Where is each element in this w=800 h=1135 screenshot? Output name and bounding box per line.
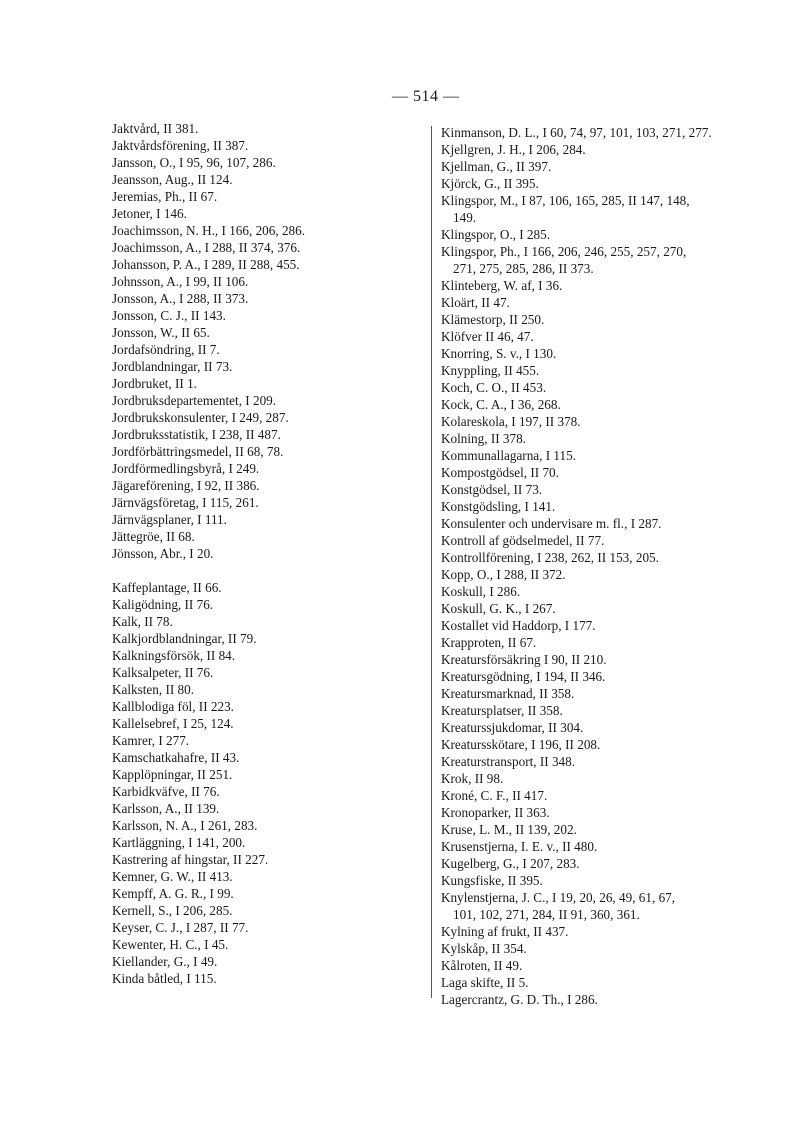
index-entry [441, 515, 781, 532]
index-entry [441, 889, 781, 923]
index-entry-text: Kjellgren, J. H., I 206, 284. [441, 142, 586, 157]
index-entry: Jönsson, Abr., I 20. [112, 546, 214, 561]
index-entry [441, 787, 781, 804]
index-entry [441, 447, 781, 464]
index-entry: Kaffeplantage, II 66. [112, 580, 222, 595]
index-entry: Kalksalpeter, II 76. [112, 665, 214, 680]
index-entry [441, 277, 781, 294]
index-entry: Jonsson, W., II 65. [112, 325, 210, 340]
index-entry [441, 872, 781, 889]
index-entry: Jeansson, Aug., II 124. [112, 172, 233, 187]
index-entry: Karbidkväfve, II 76. [112, 784, 220, 799]
index-entry-text: Kålroten, II 49. [441, 958, 523, 973]
index-entry [441, 719, 781, 736]
index-entry-text: Kungsfiske, II 395. [441, 873, 543, 888]
index-entry: Kartläggning, I 141, 200. [112, 835, 246, 850]
index-entry [441, 464, 781, 481]
index-entry [441, 838, 781, 855]
index-entry: Kamschatkahafre, II 43. [112, 750, 240, 765]
index-entry: Joachimsson, A., I 288, II 374, 376. [112, 240, 301, 255]
index-entry: Kinda båtled, I 115. [112, 971, 217, 986]
index-entry-text: Kompostgödsel, II 70. [441, 465, 559, 480]
index-entry [441, 311, 781, 328]
index-entry-text: Lagercrantz, G. D. Th., I 286. [441, 992, 598, 1007]
index-entry: Kewenter, H. C., I 45. [112, 937, 229, 952]
index-entry [441, 549, 781, 566]
index-entry: Jägareförening, I 92, II 386. [112, 478, 260, 493]
index-entry-text: Klinteberg, W. af, I 36. [441, 278, 563, 293]
index-entry-text: Kolning, II 378. [441, 431, 526, 446]
index-entry [441, 158, 781, 175]
index-entry [441, 685, 781, 702]
index-entry: Kamrer, I 277. [112, 733, 190, 748]
index-entry [441, 175, 781, 192]
index-entry: Karlsson, A., II 139. [112, 801, 220, 816]
index-entry [441, 634, 781, 651]
index-entry [441, 991, 781, 1008]
index-entry: Kalk, II 78. [112, 614, 173, 629]
index-entry: Karlsson, N. A., I 261, 283. [112, 818, 258, 833]
index-entry: Joachimsson, N. H., I 166, 206, 286. [112, 223, 306, 238]
index-entry-text: Kreaturstransport, II 348. [441, 754, 576, 769]
index-entry-text: Krusenstjerna, I. E. v., II 480. [441, 839, 598, 854]
index-entry: Jordbruksstatistik, I 238, II 487. [112, 427, 281, 442]
index-entry [441, 294, 781, 311]
index-entry-text: Kreatursgödning, I 194, II 346. [441, 669, 606, 684]
index-entry: Kernell, S., I 206, 285. [112, 903, 233, 918]
index-entry: Jordförmedlingsbyrå, I 249. [112, 461, 260, 476]
index-entry [441, 957, 781, 974]
index-entry: Kallelsebref, I 25, 124. [112, 716, 234, 731]
index-entry [441, 362, 781, 379]
section-gap [112, 562, 412, 579]
index-entry: Kiellander, G., I 49. [112, 954, 218, 969]
index-entry [441, 974, 781, 991]
index-entry-text: Klämestorp, II 250. [441, 312, 545, 327]
index-entry-text: Kugelberg, G., I 207, 283. [441, 856, 580, 871]
index-entry-text: Konstgödsel, II 73. [441, 482, 543, 497]
index-entry-text: Krok, II 98. [441, 771, 504, 786]
index-entry-text: Klingspor, O., I 285. [441, 227, 550, 242]
index-entry-text: Kjellman, G., II 397. [441, 159, 552, 174]
index-entry [441, 124, 781, 141]
index-entry: Kalkjordblandningar, II 79. [112, 631, 257, 646]
index-entry-text: Kroné, C. F., II 417. [441, 788, 548, 803]
index-entry: Jonsson, C. J., II 143. [112, 308, 226, 323]
index-entry [441, 192, 781, 226]
index-entry [441, 379, 781, 396]
index-entry [441, 600, 781, 617]
index-entry [441, 753, 781, 770]
index-entry-text: Kreaturssjukdomar, II 304. [441, 720, 584, 735]
index-entry: Johnsson, A., I 99, II 106. [112, 274, 249, 289]
index-entry-text: Kinmanson, D. L., I 60, 74, 97, 101, 103, 271, 277. [441, 125, 712, 140]
index-entry [441, 702, 781, 719]
index-entry [441, 396, 781, 413]
index-entry-text: Kylskåp, II 354. [441, 941, 527, 956]
index-entry-text: Krapproten, II 67. [441, 635, 537, 650]
index-entry: Johansson, P. A., I 289, II 288, 455. [112, 257, 300, 272]
index-entry: Jaktvårdsförening, II 387. [112, 138, 249, 153]
index-entry: Jordbruksdepartementet, I 209. [112, 393, 277, 408]
index-entry [441, 481, 781, 498]
index-entry-text: Kreatursplatser, II 358. [441, 703, 563, 718]
index-entry: Järnvägsplaner, I 111. [112, 512, 227, 527]
index-entry: Jeremias, Ph., II 67. [112, 189, 218, 204]
index-entry-text: Kreatursmarknad, II 358. [441, 686, 575, 701]
index-entry [441, 821, 781, 838]
index-entry [441, 583, 781, 600]
index-entry: Jordblandningar, II 73. [112, 359, 233, 374]
index-entry-text: Kloärt, II 47. [441, 295, 510, 310]
index-entry-text: Knorring, S. v., I 130. [441, 346, 557, 361]
index-entry: Järnvägsföretag, I 115, 261. [112, 495, 259, 510]
index-entry-text: Kreatursskötare, I 196, II 208. [441, 737, 601, 752]
index-entry-text: Konstgödsling, I 141. [441, 499, 556, 514]
index-entry-text: Kopp, O., I 288, II 372. [441, 567, 566, 582]
index-entry: Keyser, C. J., I 287, II 77. [112, 920, 249, 935]
index-entry [441, 668, 781, 685]
index-column-right [441, 124, 781, 1008]
index-entry [441, 923, 781, 940]
index-entry: Jordafsöndring, II 7. [112, 342, 220, 357]
index-entry-continuation: 271, 275, 285, 286, II 373. [453, 261, 594, 276]
index-entry [441, 566, 781, 583]
index-entry: Jordbruket, II 1. [112, 376, 197, 391]
page-number: — 514 — [392, 88, 460, 105]
index-entry [441, 328, 781, 345]
index-entry-text: Konsulenter och undervisare m. fl., I 287. [441, 516, 662, 531]
index-entry [441, 430, 781, 447]
index-entry: Jaktvård, II 381. [112, 121, 199, 136]
index-entry [441, 770, 781, 787]
index-entry: Kallblodiga föl, II 223. [112, 699, 234, 714]
index-entry-text: Knyppling, II 455. [441, 363, 540, 378]
index-entry [441, 345, 781, 362]
index-entry [441, 243, 781, 277]
index-entry: Kempff, A. G. R., I 99. [112, 886, 234, 901]
index-entry: Kapplöpningar, II 251. [112, 767, 233, 782]
index-entry [441, 651, 781, 668]
index-entry: Kalksten, II 80. [112, 682, 195, 697]
index-entry-text: Kontrollförening, I 238, 262, II 153, 205. [441, 550, 659, 565]
index-entry-text: Klingspor, M., I 87, 106, 165, 285, II 147, 148, [441, 193, 690, 208]
index-entry [441, 940, 781, 957]
index-entry: Jetoner, I 146. [112, 206, 187, 221]
index-entry-text: Koskull, I 286. [441, 584, 521, 599]
index-entry-text: Kommunallagarna, I 115. [441, 448, 577, 463]
index-entry-text: Koskull, G. K., I 267. [441, 601, 556, 616]
index-entry: Kastrering af hingstar, II 227. [112, 852, 269, 867]
index-entry-text: Knylenstjerna, J. C., I 19, 20, 26, 49, 61, 67, [441, 890, 676, 905]
index-entry-text: Kylning af frukt, II 437. [441, 924, 569, 939]
index-entry [441, 498, 781, 515]
index-entry [441, 855, 781, 872]
index-entry [441, 413, 781, 430]
index-entry-text: Kock, C. A., I 36, 268. [441, 397, 561, 412]
index-entry-text: Klöfver II 46, 47. [441, 329, 534, 344]
index-column-left [112, 120, 412, 987]
index-entry-text: Kostallet vid Haddorp, I 177. [441, 618, 596, 633]
index-entry-text: Kjörck, G., II 395. [441, 176, 539, 191]
index-entry: Jättegröe, II 68. [112, 529, 195, 544]
index-entry: Jansson, O., I 95, 96, 107, 286. [112, 155, 276, 170]
index-entry [441, 804, 781, 821]
index-entry-continuation: 149. [453, 210, 477, 225]
index-entry-text: Kruse, L. M., II 139, 202. [441, 822, 577, 837]
column-divider [431, 126, 432, 998]
index-entry-text: Kolareskola, I 197, II 378. [441, 414, 581, 429]
index-entry: Kemner, G. W., II 413. [112, 869, 233, 884]
index-entry-text: Kreatursförsäkring I 90, II 210. [441, 652, 607, 667]
index-entry-text: Kronoparker, II 363. [441, 805, 550, 820]
index-entry: Jordförbättringsmedel, II 68, 78. [112, 444, 284, 459]
index-entry-text: Kontroll af gödselmedel, II 77. [441, 533, 605, 548]
index-entry [441, 532, 781, 549]
index-entry: Kaligödning, II 76. [112, 597, 214, 612]
index-entry [441, 141, 781, 158]
index-entry [441, 617, 781, 634]
index-entry [441, 226, 781, 243]
index-entry-text: Koch, C. O., II 453. [441, 380, 547, 395]
index-entry: Jonsson, A., I 288, II 373. [112, 291, 249, 306]
index-entry-text: Klingspor, Ph., I 166, 206, 246, 255, 257, 270, [441, 244, 687, 259]
index-entry-continuation: 101, 102, 271, 284, II 91, 360, 361. [453, 907, 640, 922]
index-entry-text: Laga skifte, II 5. [441, 975, 529, 990]
index-entry: Jordbrukskonsulenter, I 249, 287. [112, 410, 289, 425]
index-entry: Kalkningsförsök, II 84. [112, 648, 236, 663]
index-entry [441, 736, 781, 753]
